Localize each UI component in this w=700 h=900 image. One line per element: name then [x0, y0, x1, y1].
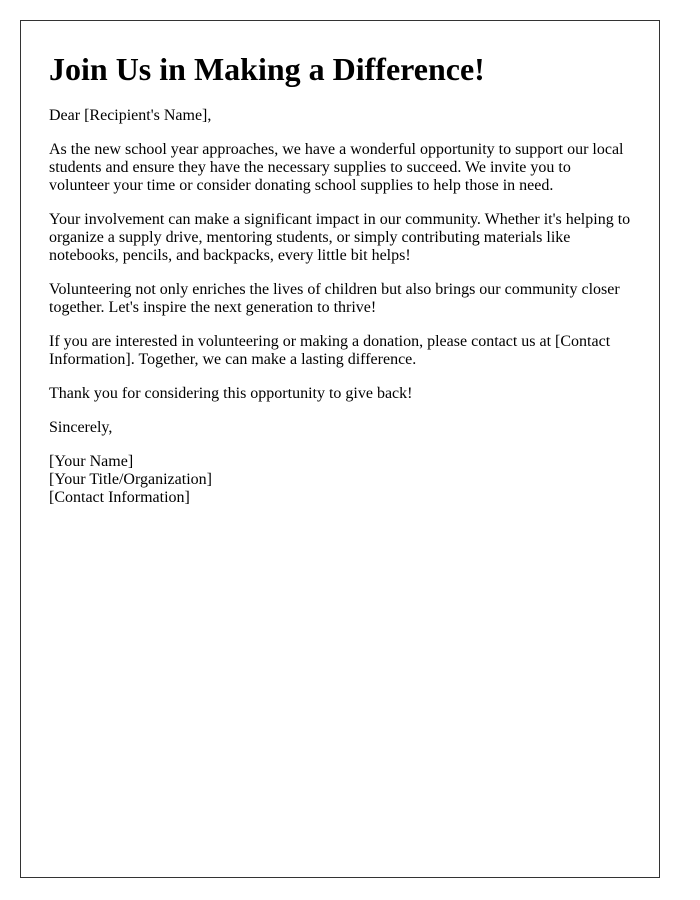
salutation: Dear [Recipient's Name],: [49, 107, 212, 124]
paragraph-involvement: Your involvement can make a significant impact in our community. Whether it's helping to organize a supply drive, mentoring students, or simply contributing materials like notebooks, pencils, and backpacks, every little bit helps!: [49, 211, 631, 264]
paragraph-intro: As the new school year approaches, we have a wonderful opportunity to support our local students and ensure they have the necessary supplies to succeed. We invite you to volunteer your time or consider donating school supplies to help those in need.: [49, 141, 624, 194]
letter-title: Join Us in Making a Difference!: [49, 51, 485, 87]
paragraph-contact: If you are interested in volunteering or making a donation, please contact us at [Contact Information]. Together, we can make a lasting difference.: [49, 333, 611, 368]
signature-block: [49, 453, 631, 507]
signature-contact: [Contact Information]: [49, 489, 190, 506]
paragraph-volunteering: Volunteering not only enriches the lives of children but also brings our community closer together. Let's inspire the next generation to thrive!: [49, 281, 620, 316]
letter-page: [20, 20, 660, 878]
signature-name: [Your Name]: [49, 453, 134, 470]
closing: Sincerely,: [49, 419, 113, 436]
signature-title: [Your Title/Organization]: [49, 471, 212, 488]
paragraph-thanks: Thank you for considering this opportunity to give back!: [49, 385, 413, 402]
